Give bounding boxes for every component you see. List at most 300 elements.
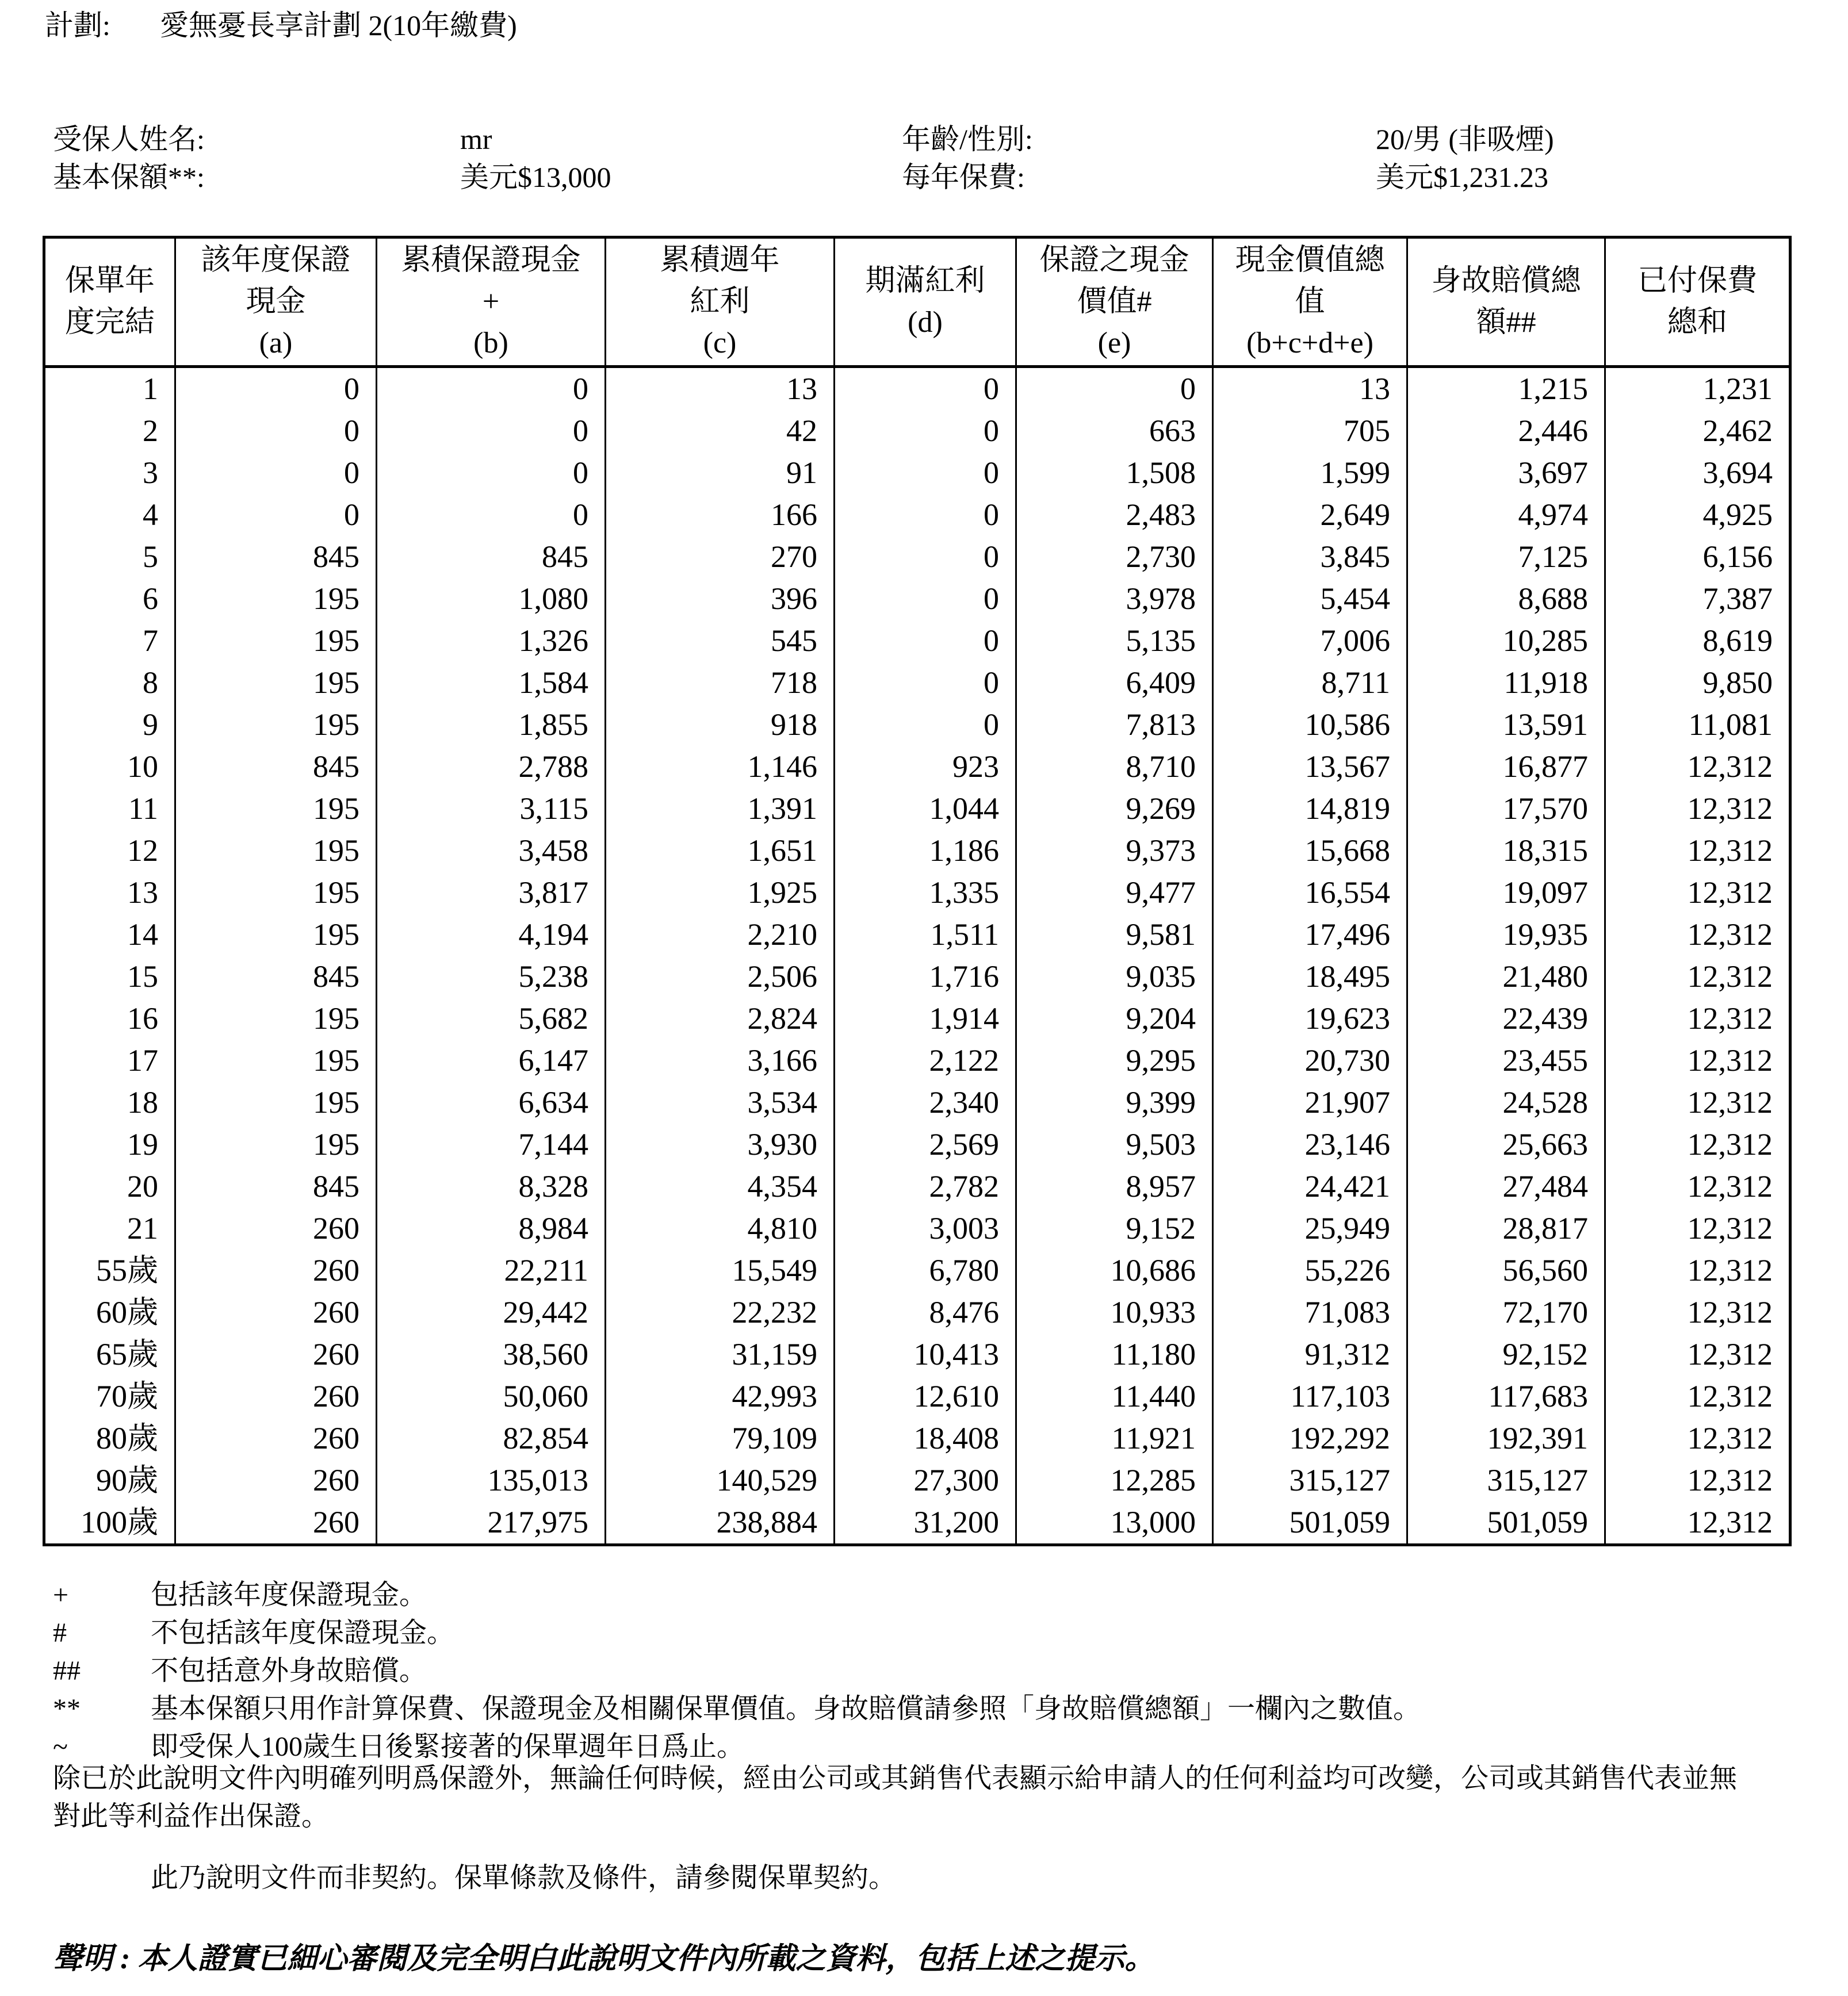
table-cell: 13	[1213, 367, 1407, 411]
table-cell: 315,127	[1213, 1459, 1407, 1501]
table-cell: 10,285	[1407, 620, 1605, 662]
table-cell: 12,312	[1605, 1040, 1790, 1082]
table-cell: 4,974	[1407, 494, 1605, 536]
table-cell: 17,570	[1407, 788, 1605, 830]
table-cell: 21,480	[1407, 956, 1605, 998]
column-header-line: (b)	[473, 327, 508, 359]
column-header-line: 現金	[246, 285, 306, 318]
column-header-line: 保證之現金	[1039, 244, 1189, 277]
annual-premium-value: 美元$1,231.23	[1376, 161, 1548, 193]
table-cell: 31,159	[606, 1334, 835, 1376]
table-cell: 1	[44, 367, 175, 411]
table-row	[44, 1082, 1790, 1124]
column-header-line: 累積保證現金	[401, 244, 581, 277]
table-cell: 0	[175, 367, 377, 411]
table-cell: 50,060	[377, 1376, 606, 1417]
table-cell: 0	[835, 536, 1016, 578]
table-cell: 2,730	[1016, 536, 1213, 578]
plan-value: 愛無憂長享計劃 2(10年繳費)	[160, 9, 517, 41]
table-cell: 260	[175, 1250, 377, 1292]
table-cell: 2,788	[377, 746, 606, 788]
table-cell: 31,200	[835, 1501, 1016, 1545]
table-row	[44, 1417, 1790, 1459]
table-cell: 70歲	[44, 1376, 175, 1417]
footnote-mark: ~	[53, 1731, 68, 1762]
table-cell: 195	[175, 830, 377, 872]
table-cell: 0	[835, 662, 1016, 704]
table-cell: 12,312	[1605, 1459, 1790, 1501]
column-header-1	[44, 237, 175, 367]
table-cell: 6,409	[1016, 662, 1213, 704]
footnote-mark: ##	[53, 1656, 81, 1686]
table-cell: 5,135	[1016, 620, 1213, 662]
table-row	[44, 1208, 1790, 1250]
table-cell: 705	[1213, 410, 1407, 452]
table-row	[44, 1040, 1790, 1082]
table-cell: 11,918	[1407, 662, 1605, 704]
table-cell: 22,232	[606, 1292, 835, 1334]
table-cell: 140,529	[606, 1459, 835, 1501]
table-cell: 27,300	[835, 1459, 1016, 1501]
table-cell: 10,933	[1016, 1292, 1213, 1334]
table-cell: 3,697	[1407, 452, 1605, 494]
table-cell: 12,312	[1605, 1250, 1790, 1292]
table-cell: 3,694	[1605, 452, 1790, 494]
table-cell: 2,569	[835, 1124, 1016, 1166]
table-cell: 260	[175, 1459, 377, 1501]
column-header-3	[377, 237, 606, 367]
table-cell: 1,511	[835, 914, 1016, 956]
table-cell: 2,340	[835, 1082, 1016, 1124]
footnote-mark: #	[53, 1618, 67, 1648]
table-cell: 845	[377, 536, 606, 578]
table-cell: 195	[175, 1040, 377, 1082]
table-cell: 117,103	[1213, 1376, 1407, 1417]
table-cell: 19,935	[1407, 914, 1605, 956]
table-cell: 1,215	[1407, 367, 1605, 411]
sum-assured-value: 美元$13,000	[460, 161, 611, 193]
declaration-text: 聲明 : 本人證實已細心審閱及完全明白此說明文件內所載之資料，包括上述之提示。	[53, 1943, 1155, 1975]
table-cell: 195	[175, 1124, 377, 1166]
table-cell: 0	[175, 452, 377, 494]
table-cell: 9,295	[1016, 1040, 1213, 1082]
table-cell: 3,817	[377, 872, 606, 914]
table-cell: 4,810	[606, 1208, 835, 1250]
table-cell: 100歲	[44, 1501, 175, 1545]
table-cell: 16	[44, 998, 175, 1040]
column-header-line: 價值#	[1077, 285, 1152, 318]
table-cell: 270	[606, 536, 835, 578]
footnote-text: 不包括該年度保證現金。	[151, 1618, 455, 1648]
column-header-line: 額##	[1476, 306, 1536, 339]
table-cell: 1,925	[606, 872, 835, 914]
table-cell: 7,125	[1407, 536, 1605, 578]
table-cell: 27,484	[1407, 1166, 1605, 1208]
column-header-line: 度完結	[64, 306, 155, 339]
table-cell: 8,984	[377, 1208, 606, 1250]
table-cell: 12,312	[1605, 872, 1790, 914]
table-cell: 18,495	[1213, 956, 1407, 998]
table-cell: 91	[606, 452, 835, 494]
table-cell: 3,115	[377, 788, 606, 830]
table-cell: 12,312	[1605, 788, 1790, 830]
table-cell: 12,312	[1605, 830, 1790, 872]
table-cell: 11,180	[1016, 1334, 1213, 1376]
table-cell: 3,978	[1016, 578, 1213, 620]
age-gender-label: 年齡/性別:	[902, 123, 1033, 155]
table-cell: 195	[175, 620, 377, 662]
table-cell: 12,312	[1605, 1376, 1790, 1417]
footnote-text: 不包括意外身故賠償。	[151, 1656, 427, 1686]
table-cell: 55歲	[44, 1250, 175, 1292]
table-cell: 6,780	[835, 1250, 1016, 1292]
table-cell: 1,044	[835, 788, 1016, 830]
table-cell: 501,059	[1213, 1501, 1407, 1545]
table-cell: 195	[175, 1082, 377, 1124]
table-row	[44, 494, 1790, 536]
table-cell: 42,993	[606, 1376, 835, 1417]
table-cell: 545	[606, 620, 835, 662]
table-cell: 25,949	[1213, 1208, 1407, 1250]
table-cell: 4,194	[377, 914, 606, 956]
table-row	[44, 746, 1790, 788]
table-cell: 23,146	[1213, 1124, 1407, 1166]
table-row	[44, 998, 1790, 1040]
footnote-text: 基本保額只用作計算保費、保證現金及相關保單價值。身故賠償請參照「身故賠償總額」一欄內之數值。	[151, 1694, 1421, 1724]
table-cell: 9,204	[1016, 998, 1213, 1040]
table-cell: 82,854	[377, 1417, 606, 1459]
table-cell: 3,003	[835, 1208, 1016, 1250]
table-cell: 8,476	[835, 1292, 1016, 1334]
table-cell: 195	[175, 788, 377, 830]
table-cell: 11,440	[1016, 1376, 1213, 1417]
table-cell: 195	[175, 914, 377, 956]
column-header-2	[175, 237, 377, 367]
table-cell: 918	[606, 704, 835, 746]
table-cell: 28,817	[1407, 1208, 1605, 1250]
table-cell: 8,619	[1605, 620, 1790, 662]
column-header-line: (b+c+d+e)	[1246, 327, 1373, 359]
column-header-8	[1407, 237, 1605, 367]
sum-assured-label: 基本保額**:	[53, 161, 205, 193]
table-cell: 0	[377, 494, 606, 536]
table-cell: 0	[835, 367, 1016, 411]
table-cell: 12,312	[1605, 998, 1790, 1040]
table-cell: 13	[44, 872, 175, 914]
table-cell: 2,122	[835, 1040, 1016, 1082]
table-row	[44, 578, 1790, 620]
table-cell: 3,534	[606, 1082, 835, 1124]
table-cell: 22,211	[377, 1250, 606, 1292]
table-cell: 0	[835, 704, 1016, 746]
table-cell: 22,439	[1407, 998, 1605, 1040]
column-header-4	[606, 237, 835, 367]
table-cell: 1,186	[835, 830, 1016, 872]
table-cell: 12,312	[1605, 1208, 1790, 1250]
table-cell: 1,508	[1016, 452, 1213, 494]
table-cell: 2,506	[606, 956, 835, 998]
column-header-line: 總和	[1667, 306, 1727, 339]
table-cell: 0	[377, 452, 606, 494]
table-cell: 19	[44, 1124, 175, 1166]
table-cell: 0	[377, 410, 606, 452]
column-header-line: (c)	[703, 327, 737, 359]
table-row	[44, 788, 1790, 830]
table-cell: 9,477	[1016, 872, 1213, 914]
table-cell: 15	[44, 956, 175, 998]
table-cell: 11,081	[1605, 704, 1790, 746]
table-cell: 7,144	[377, 1124, 606, 1166]
table-cell: 663	[1016, 410, 1213, 452]
table-cell: 3,458	[377, 830, 606, 872]
table-cell: 1,584	[377, 662, 606, 704]
table-cell: 9,581	[1016, 914, 1213, 956]
column-header-line: (a)	[259, 327, 293, 359]
table-cell: 0	[175, 410, 377, 452]
table-cell: 3	[44, 452, 175, 494]
table-cell: 21	[44, 1208, 175, 1250]
table-cell: 0	[835, 494, 1016, 536]
table-row	[44, 956, 1790, 998]
column-header-line: +	[482, 285, 500, 318]
table-cell: 195	[175, 704, 377, 746]
table-cell: 12,610	[835, 1376, 1016, 1417]
table-cell: 72,170	[1407, 1292, 1605, 1334]
table-cell: 12,312	[1605, 746, 1790, 788]
table-cell: 2	[44, 410, 175, 452]
table-cell: 1,599	[1213, 452, 1407, 494]
table-cell: 90歲	[44, 1459, 175, 1501]
table-cell: 3,845	[1213, 536, 1407, 578]
table-cell: 4,354	[606, 1166, 835, 1208]
plan-label: 計劃:	[45, 9, 110, 41]
table-cell: 13	[606, 367, 835, 411]
footnote-mark: **	[53, 1694, 81, 1724]
table-cell: 17,496	[1213, 914, 1407, 956]
table-cell: 1,335	[835, 872, 1016, 914]
table-cell: 7,006	[1213, 620, 1407, 662]
table-cell: 2,782	[835, 1166, 1016, 1208]
table-cell: 10,686	[1016, 1250, 1213, 1292]
insured-name-label: 受保人姓名:	[53, 123, 205, 155]
column-header-line: 已付保費	[1637, 265, 1757, 297]
table-cell: 55,226	[1213, 1250, 1407, 1292]
table-cell: 2,462	[1605, 410, 1790, 452]
column-header-line: (e)	[1097, 327, 1131, 359]
table-cell: 260	[175, 1501, 377, 1545]
table-cell: 845	[175, 956, 377, 998]
table-cell: 3,166	[606, 1040, 835, 1082]
table-cell: 9,152	[1016, 1208, 1213, 1250]
table-header-row	[44, 237, 1790, 367]
table-cell: 8,711	[1213, 662, 1407, 704]
table-cell: 23,455	[1407, 1040, 1605, 1082]
table-cell: 10	[44, 746, 175, 788]
table-cell: 9,269	[1016, 788, 1213, 830]
table-cell: 260	[175, 1292, 377, 1334]
table-cell: 92,152	[1407, 1334, 1605, 1376]
table-cell: 13,567	[1213, 746, 1407, 788]
table-cell: 260	[175, 1334, 377, 1376]
table-cell: 12,312	[1605, 914, 1790, 956]
table-row	[44, 1124, 1790, 1166]
table-cell: 29,442	[377, 1292, 606, 1334]
table-cell: 217,975	[377, 1501, 606, 1545]
table-cell: 19,097	[1407, 872, 1605, 914]
table-cell: 1,716	[835, 956, 1016, 998]
table-cell: 6	[44, 578, 175, 620]
column-header-line: (d)	[908, 306, 943, 339]
column-header-line: 值	[1295, 285, 1325, 318]
table-cell: 16,877	[1407, 746, 1605, 788]
table-cell: 11,921	[1016, 1417, 1213, 1459]
column-header-line: 現金價值總	[1235, 244, 1385, 277]
table-cell: 15,549	[606, 1250, 835, 1292]
table-cell: 845	[175, 536, 377, 578]
table-cell: 2,824	[606, 998, 835, 1040]
table-row	[44, 1334, 1790, 1376]
table-cell: 91,312	[1213, 1334, 1407, 1376]
table-cell: 60歲	[44, 1292, 175, 1334]
table-row	[44, 1501, 1790, 1545]
table-cell: 2,483	[1016, 494, 1213, 536]
footnote-mark: +	[53, 1580, 69, 1610]
table-cell: 0	[835, 410, 1016, 452]
table-cell: 0	[835, 620, 1016, 662]
table-cell: 71,083	[1213, 1292, 1407, 1334]
table-cell: 0	[377, 367, 606, 411]
table-row	[44, 367, 1790, 411]
table-cell: 1,231	[1605, 367, 1790, 411]
table-cell: 5,454	[1213, 578, 1407, 620]
table-cell: 1,326	[377, 620, 606, 662]
table-cell: 0	[835, 452, 1016, 494]
table-cell: 8,688	[1407, 578, 1605, 620]
table-cell: 12,312	[1605, 1417, 1790, 1459]
table-row	[44, 1250, 1790, 1292]
table-cell: 15,668	[1213, 830, 1407, 872]
table-row	[44, 872, 1790, 914]
disclaimer-text: 除已於此說明文件內明確列明爲保證外，無論任何時候，經由公司或其銷售代表顯示給申請人的任何利益均可改變，公司或其銷售代表並無對此等利益作出保證。	[53, 1763, 1738, 1832]
table-cell: 1,080	[377, 578, 606, 620]
table-cell: 12,312	[1605, 956, 1790, 998]
table-cell: 5	[44, 536, 175, 578]
table-cell: 12,312	[1605, 1334, 1790, 1376]
table-cell: 14,819	[1213, 788, 1407, 830]
table-cell: 10,586	[1213, 704, 1407, 746]
table-cell: 7,387	[1605, 578, 1790, 620]
table-cell: 13,591	[1407, 704, 1605, 746]
column-header-5	[835, 237, 1016, 367]
table-row	[44, 830, 1790, 872]
table-cell: 1,914	[835, 998, 1016, 1040]
document-notice: 此乃說明文件而非契約。保單條款及條件，請參閱保單契約。	[151, 1863, 897, 1893]
table-cell: 195	[175, 662, 377, 704]
table-cell: 8,957	[1016, 1166, 1213, 1208]
table-row	[44, 704, 1790, 746]
table-cell: 12,312	[1605, 1501, 1790, 1545]
table-cell: 7	[44, 620, 175, 662]
insured-name-value: mr	[460, 123, 492, 155]
table-cell: 56,560	[1407, 1250, 1605, 1292]
table-cell: 845	[175, 746, 377, 788]
table-cell: 20	[44, 1166, 175, 1208]
table-cell: 80歲	[44, 1417, 175, 1459]
column-header-line: 累積週年	[660, 244, 780, 277]
table-cell: 17	[44, 1040, 175, 1082]
table-cell: 11	[44, 788, 175, 830]
column-header-6	[1016, 237, 1213, 367]
illustration-table	[43, 236, 1792, 1546]
column-header-line: 保單年	[64, 265, 155, 297]
table-cell: 3,930	[606, 1124, 835, 1166]
table-cell: 9,399	[1016, 1082, 1213, 1124]
table-row	[44, 620, 1790, 662]
table-cell: 1,651	[606, 830, 835, 872]
table-cell: 13,000	[1016, 1501, 1213, 1545]
table-cell: 24,528	[1407, 1082, 1605, 1124]
table-cell: 12	[44, 830, 175, 872]
table-row	[44, 410, 1790, 452]
table-cell: 501,059	[1407, 1501, 1605, 1545]
table-cell: 6,156	[1605, 536, 1790, 578]
table-cell: 845	[175, 1166, 377, 1208]
table-cell: 2,649	[1213, 494, 1407, 536]
table-cell: 20,730	[1213, 1040, 1407, 1082]
table-cell: 923	[835, 746, 1016, 788]
table-cell: 5,682	[377, 998, 606, 1040]
table-cell: 9,850	[1605, 662, 1790, 704]
table-cell: 12,312	[1605, 1166, 1790, 1208]
table-cell: 12,312	[1605, 1082, 1790, 1124]
table-body	[44, 367, 1790, 1545]
table-cell: 8	[44, 662, 175, 704]
table-cell: 396	[606, 578, 835, 620]
table-cell: 117,683	[1407, 1376, 1605, 1417]
table-cell: 8,328	[377, 1166, 606, 1208]
table-cell: 18,315	[1407, 830, 1605, 872]
table-cell: 79,109	[606, 1417, 835, 1459]
column-header-line: 身故賠償總	[1431, 265, 1581, 297]
table-cell: 1,146	[606, 746, 835, 788]
table-cell: 25,663	[1407, 1124, 1605, 1166]
footnote-text: 即受保人100歲生日後緊接著的保單週年日爲止。	[151, 1731, 745, 1762]
table-cell: 238,884	[606, 1501, 835, 1545]
table-cell: 7,813	[1016, 704, 1213, 746]
table-cell: 18,408	[835, 1417, 1016, 1459]
table-row	[44, 1459, 1790, 1501]
table-cell: 2,210	[606, 914, 835, 956]
table-row	[44, 536, 1790, 578]
annual-premium-label: 每年保費:	[902, 161, 1025, 193]
table-cell: 8,710	[1016, 746, 1213, 788]
table-cell: 166	[606, 494, 835, 536]
table-cell: 12,312	[1605, 1124, 1790, 1166]
table-cell: 42	[606, 410, 835, 452]
table-cell: 260	[175, 1208, 377, 1250]
table-cell: 16,554	[1213, 872, 1407, 914]
table-row	[44, 1376, 1790, 1417]
table-cell: 6,634	[377, 1082, 606, 1124]
table-cell: 2,446	[1407, 410, 1605, 452]
table-cell: 195	[175, 578, 377, 620]
table-cell: 38,560	[377, 1334, 606, 1376]
table-cell: 192,292	[1213, 1417, 1407, 1459]
table-row	[44, 914, 1790, 956]
table-cell: 10,413	[835, 1334, 1016, 1376]
table-cell: 260	[175, 1376, 377, 1417]
table-cell: 1,391	[606, 788, 835, 830]
